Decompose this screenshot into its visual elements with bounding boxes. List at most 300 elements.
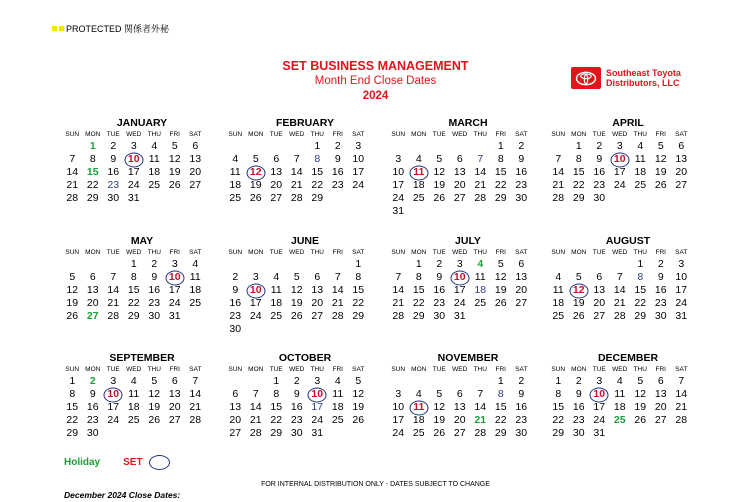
month-november: [388, 351, 548, 440]
month-may: [62, 234, 222, 323]
protected-label: [52, 22, 169, 35]
weekday-header: SAT: [675, 249, 688, 256]
day-cell: 26: [168, 179, 181, 191]
weekday-header: SUN: [551, 249, 566, 256]
day-cell: 25: [412, 192, 425, 204]
day-cell: 3: [456, 258, 463, 270]
day-cell: 25: [634, 179, 647, 191]
weekday-header: SAT: [515, 366, 528, 373]
empty-day: [548, 258, 569, 271]
day-cell: 25: [127, 414, 140, 426]
day-cell: 8: [273, 388, 280, 400]
day-cell: 30: [515, 427, 528, 439]
day-cell: 5: [355, 375, 362, 387]
day-cell: 16: [515, 166, 528, 178]
weekday-header: THU: [147, 249, 161, 256]
day-cell: 17: [311, 401, 324, 413]
weekday-header: TUE: [269, 131, 283, 138]
day-cell: 11: [189, 271, 201, 283]
day-cell: 17: [675, 284, 688, 296]
empty-day: [429, 375, 450, 388]
empty-day: [62, 140, 83, 153]
day-cell: 18: [148, 166, 161, 178]
weekday-header: TUE: [106, 131, 120, 138]
day-cell: 11: [634, 153, 646, 165]
day-cell: 30: [572, 427, 585, 439]
day-cell: 15: [494, 401, 507, 413]
day-cell: 2: [151, 258, 158, 270]
day-cell: 20: [453, 414, 466, 426]
month-title: FEBRUARY: [276, 117, 334, 129]
day-cell: 6: [657, 375, 664, 387]
weekday-header: WED: [452, 249, 468, 256]
day-cell: 13: [86, 284, 99, 296]
day-cell: 12: [148, 388, 161, 400]
set-close-date: 10: [124, 153, 145, 166]
day-cell: 17: [352, 166, 365, 178]
day-cell: 8: [637, 271, 644, 283]
day-cell: 6: [89, 271, 96, 283]
day-cell: 19: [634, 401, 647, 413]
day-cell: 30: [86, 427, 99, 439]
day-cell: 22: [127, 297, 140, 309]
day-cell: 4: [555, 271, 562, 283]
day-cell: 24: [453, 297, 466, 309]
day-cell: 14: [290, 166, 303, 178]
weekday-header: SAT: [675, 366, 688, 373]
day-cell: 7: [616, 271, 623, 283]
day-cell: 29: [552, 427, 565, 439]
day-cell: 4: [415, 388, 422, 400]
day-cell: 20: [270, 179, 283, 191]
company-logo: [571, 67, 681, 89]
weekday-header: THU: [310, 366, 324, 373]
day-cell: 18: [189, 284, 202, 296]
company-name-line2: Distributors, LLC: [606, 78, 680, 88]
day-cell: 3: [616, 140, 623, 152]
day-cell: 21: [331, 297, 344, 309]
legend-holiday: Holiday: [64, 457, 101, 468]
day-cell: 14: [331, 284, 344, 296]
day-cell: 1: [497, 140, 504, 152]
set-circle-icon: [149, 455, 170, 470]
day-cell: 29: [270, 427, 283, 439]
yellow-marker-icon: [52, 26, 57, 31]
weekday-header: THU: [633, 249, 647, 256]
weekday-header: MON: [248, 366, 264, 373]
day-cell: 14: [675, 388, 688, 400]
empty-day: [409, 375, 430, 388]
day-cell: 20: [311, 297, 324, 309]
day-cell: 1: [497, 375, 504, 387]
empty-day: [225, 375, 246, 388]
day-cell: 31: [127, 192, 140, 204]
day-cell: 26: [433, 427, 446, 439]
legend-set: SET: [123, 457, 143, 468]
day-cell: 9: [596, 153, 603, 165]
day-cell: 22: [66, 414, 79, 426]
day-cell: 30: [654, 310, 667, 322]
day-cell: 3: [596, 375, 603, 387]
day-cell: 29: [494, 192, 507, 204]
day-cell: 11: [148, 153, 160, 165]
day-cell: 13: [515, 271, 528, 283]
day-cell: 15: [66, 401, 79, 413]
day-cell: 13: [453, 166, 466, 178]
day-cell: 5: [436, 388, 443, 400]
weekday-header: MON: [248, 131, 264, 138]
day-cell: 9: [518, 388, 525, 400]
day-cell: 28: [66, 192, 79, 204]
day-cell: 25: [270, 310, 283, 322]
day-cell: 4: [415, 153, 422, 165]
weekday-header: SAT: [352, 249, 365, 256]
day-cell: 26: [290, 310, 303, 322]
weekday-header: THU: [473, 249, 487, 256]
day-cell: 24: [352, 179, 365, 191]
day-cell: 5: [293, 271, 300, 283]
day-cell: 15: [311, 166, 324, 178]
day-cell: 19: [654, 166, 667, 178]
day-cell: 7: [678, 375, 685, 387]
day-cell: 29: [572, 192, 585, 204]
day-cell: 2: [518, 375, 525, 387]
day-cell: 20: [675, 166, 688, 178]
set-close-date: 11: [409, 401, 430, 414]
day-cell: 14: [249, 401, 262, 413]
day-cell: 21: [392, 297, 405, 309]
day-cell: 25: [331, 414, 344, 426]
day-cell: 12: [654, 153, 667, 165]
day-cell: 17: [249, 297, 262, 309]
day-cell: 11: [270, 284, 282, 296]
day-cell: 11: [552, 284, 564, 296]
day-cell: 8: [497, 153, 504, 165]
weekday-header: SUN: [228, 366, 243, 373]
weekday-header: THU: [147, 366, 161, 373]
weekday-header: WED: [612, 249, 628, 256]
weekday-header: MON: [411, 366, 427, 373]
weekday-header: WED: [452, 131, 468, 138]
month-title: JUNE: [290, 235, 319, 247]
day-cell: 28: [552, 192, 565, 204]
weekday-header: MON: [411, 131, 427, 138]
day-cell: 12: [433, 166, 446, 178]
day-cell: 21: [189, 401, 202, 413]
weekday-header: MON: [85, 131, 101, 138]
day-cell: 23: [515, 179, 528, 191]
holiday-date: 27: [86, 310, 99, 322]
day-cell: 28: [675, 414, 688, 426]
day-cell: 3: [678, 258, 685, 270]
set-close-date: 10: [307, 388, 328, 401]
day-cell: 24: [392, 192, 405, 204]
weekday-header: WED: [126, 249, 142, 256]
day-cell: 23: [229, 310, 242, 322]
empty-day: [103, 258, 124, 271]
empty-day: [287, 140, 308, 153]
day-cell: 4: [273, 271, 280, 283]
weekday-header: MON: [85, 366, 101, 373]
weekday-header: WED: [289, 249, 305, 256]
page-title: SET BUSINESS MANAGEMENT: [282, 59, 469, 73]
holiday-date: 4: [477, 258, 484, 270]
day-cell: 22: [412, 297, 425, 309]
day-cell: 14: [474, 166, 487, 178]
set-close-date: 11: [409, 166, 430, 179]
month-february: [225, 116, 385, 205]
weekday-header: FRI: [495, 249, 506, 256]
day-cell: 3: [171, 258, 178, 270]
day-cell: 29: [494, 427, 507, 439]
day-cell: 20: [229, 414, 242, 426]
weekday-header: MON: [248, 249, 264, 256]
day-cell: 10: [352, 153, 365, 165]
set-close-date: 10: [589, 388, 610, 401]
day-cell: 8: [575, 153, 582, 165]
day-cell: 20: [654, 401, 667, 413]
day-cell: 7: [555, 153, 562, 165]
weekday-header: SUN: [551, 131, 566, 138]
day-cell: 26: [249, 192, 262, 204]
day-cell: 2: [518, 140, 525, 152]
weekday-header: WED: [452, 366, 468, 373]
day-cell: 22: [270, 414, 283, 426]
day-cell: 5: [252, 153, 259, 165]
empty-day: [246, 140, 267, 153]
day-cell: 25: [229, 192, 242, 204]
weekday-header: FRI: [495, 366, 506, 373]
day-cell: 24: [107, 414, 120, 426]
month-title: JULY: [455, 235, 481, 247]
weekday-header: SUN: [391, 366, 406, 373]
weekday-header: SAT: [675, 131, 688, 138]
weekday-header: FRI: [655, 131, 666, 138]
day-cell: 18: [270, 297, 283, 309]
month-title: SEPTEMBER: [109, 352, 175, 364]
day-cell: 11: [128, 388, 140, 400]
weekday-header: FRI: [169, 366, 180, 373]
empty-day: [409, 140, 430, 153]
weekday-header: MON: [571, 366, 587, 373]
set-close-date: 10: [610, 153, 631, 166]
weekday-header: SUN: [65, 366, 80, 373]
day-cell: 9: [334, 153, 341, 165]
day-cell: 16: [654, 284, 667, 296]
day-cell: 2: [293, 375, 300, 387]
day-cell: 7: [69, 153, 76, 165]
holiday-date: 21: [474, 414, 487, 426]
holiday-date: 2: [89, 375, 96, 387]
day-cell: 8: [130, 271, 137, 283]
day-cell: 14: [66, 166, 79, 178]
day-cell: 2: [110, 140, 117, 152]
day-cell: 18: [613, 401, 626, 413]
set-close-date: 10: [165, 271, 186, 284]
day-cell: 17: [392, 179, 405, 191]
day-cell: 7: [395, 271, 402, 283]
day-cell: 19: [433, 179, 446, 191]
month-august: [548, 234, 708, 323]
day-cell: 19: [290, 297, 303, 309]
day-cell: 23: [654, 297, 667, 309]
day-cell: 10: [392, 401, 405, 413]
day-cell: 19: [148, 401, 161, 413]
day-cell: 7: [110, 271, 117, 283]
day-cell: 16: [229, 297, 242, 309]
day-cell: 13: [654, 388, 667, 400]
day-cell: 19: [66, 297, 79, 309]
day-cell: 14: [552, 166, 565, 178]
day-cell: 27: [453, 192, 466, 204]
day-cell: 17: [107, 401, 120, 413]
day-cell: 31: [675, 310, 688, 322]
day-cell: 22: [572, 179, 585, 191]
day-cell: 16: [290, 401, 303, 413]
day-cell: 13: [168, 388, 181, 400]
day-cell: 9: [89, 388, 96, 400]
day-cell: 21: [613, 297, 626, 309]
day-cell: 30: [107, 192, 120, 204]
day-cell: 31: [392, 205, 405, 217]
day-cell: 12: [352, 388, 365, 400]
weekday-header: SAT: [189, 131, 202, 138]
day-cell: 17: [613, 166, 626, 178]
day-cell: 28: [474, 192, 487, 204]
weekday-header: SUN: [65, 249, 80, 256]
day-cell: 4: [616, 375, 623, 387]
day-cell: 9: [293, 388, 300, 400]
day-cell: 14: [474, 401, 487, 413]
day-cell: 29: [634, 310, 647, 322]
day-cell: 25: [189, 297, 202, 309]
weekday-header: SAT: [352, 131, 365, 138]
day-cell: 30: [433, 310, 446, 322]
day-cell: 23: [107, 179, 120, 191]
month-june: [225, 234, 385, 336]
weekday-header: WED: [612, 366, 628, 373]
day-cell: 1: [555, 375, 562, 387]
day-cell: 8: [69, 388, 76, 400]
day-cell: 21: [474, 179, 487, 191]
day-cell: 15: [494, 166, 507, 178]
weekday-header: FRI: [169, 131, 180, 138]
day-cell: 5: [637, 375, 644, 387]
day-cell: 28: [107, 310, 120, 322]
day-cell: 28: [290, 192, 303, 204]
day-cell: 24: [593, 414, 606, 426]
weekday-header: SUN: [551, 366, 566, 373]
day-cell: 1: [273, 375, 280, 387]
footer-note: FOR INTERNAL DISTRIBUTION ONLY - DATES SUBJECT TO CHANGE: [261, 481, 490, 488]
day-cell: 27: [270, 192, 283, 204]
weekday-header: SUN: [391, 131, 406, 138]
day-cell: 18: [474, 284, 487, 296]
day-cell: 3: [314, 375, 321, 387]
day-cell: 12: [634, 388, 647, 400]
day-cell: 1: [355, 258, 362, 270]
weekday-header: TUE: [592, 249, 606, 256]
weekday-header: SUN: [391, 249, 406, 256]
day-cell: 1: [130, 258, 137, 270]
empty-day: [328, 258, 349, 271]
day-cell: 16: [148, 284, 161, 296]
day-cell: 4: [151, 140, 158, 152]
day-cell: 6: [456, 388, 463, 400]
weekday-header: SAT: [352, 366, 365, 373]
day-cell: 14: [107, 284, 120, 296]
weekday-header: MON: [571, 131, 587, 138]
day-cell: 6: [596, 271, 603, 283]
day-cell: 4: [192, 258, 199, 270]
day-cell: 1: [575, 140, 582, 152]
day-cell: 20: [515, 284, 528, 296]
month-title: APRIL: [612, 117, 644, 129]
day-cell: 30: [515, 192, 528, 204]
day-cell: 26: [352, 414, 365, 426]
day-cell: 15: [352, 284, 365, 296]
day-cell: 4: [232, 153, 239, 165]
day-cell: 13: [270, 166, 283, 178]
day-cell: 8: [415, 271, 422, 283]
day-cell: 1: [69, 375, 76, 387]
day-cell: 26: [634, 414, 647, 426]
day-cell: 9: [151, 271, 158, 283]
day-cell: 13: [453, 401, 466, 413]
month-march: [388, 116, 548, 218]
day-cell: 8: [555, 388, 562, 400]
day-cell: 13: [311, 284, 324, 296]
weekday-header: MON: [411, 249, 427, 256]
weekday-header: THU: [310, 131, 324, 138]
day-cell: 26: [494, 297, 507, 309]
day-cell: 11: [614, 388, 626, 400]
day-cell: 27: [654, 414, 667, 426]
empty-day: [589, 258, 610, 271]
day-cell: 2: [575, 375, 582, 387]
day-cell: 9: [518, 153, 525, 165]
holiday-date: 25: [613, 414, 626, 426]
day-cell: 2: [657, 258, 664, 270]
weekday-header: THU: [473, 131, 487, 138]
weekday-header: TUE: [592, 131, 606, 138]
day-cell: 11: [474, 271, 486, 283]
month-october: [225, 351, 385, 440]
day-cell: 6: [171, 375, 178, 387]
day-cell: 28: [392, 310, 405, 322]
day-cell: 17: [392, 414, 405, 426]
weekday-header: WED: [612, 131, 628, 138]
day-cell: 15: [552, 401, 565, 413]
day-cell: 29: [66, 427, 79, 439]
day-cell: 13: [675, 153, 688, 165]
weekday-header: TUE: [106, 366, 120, 373]
empty-day: [429, 140, 450, 153]
day-cell: 3: [110, 375, 117, 387]
day-cell: 19: [168, 166, 181, 178]
day-cell: 15: [412, 284, 425, 296]
weekday-header: FRI: [332, 249, 343, 256]
day-cell: 30: [148, 310, 161, 322]
set-close-date: 10: [103, 388, 124, 401]
weekday-header: TUE: [432, 366, 446, 373]
day-cell: 6: [232, 388, 239, 400]
weekday-header: TUE: [269, 366, 283, 373]
month-title: AUGUST: [605, 235, 651, 247]
empty-day: [470, 140, 491, 153]
weekday-header: SAT: [189, 366, 202, 373]
day-cell: 16: [331, 166, 344, 178]
